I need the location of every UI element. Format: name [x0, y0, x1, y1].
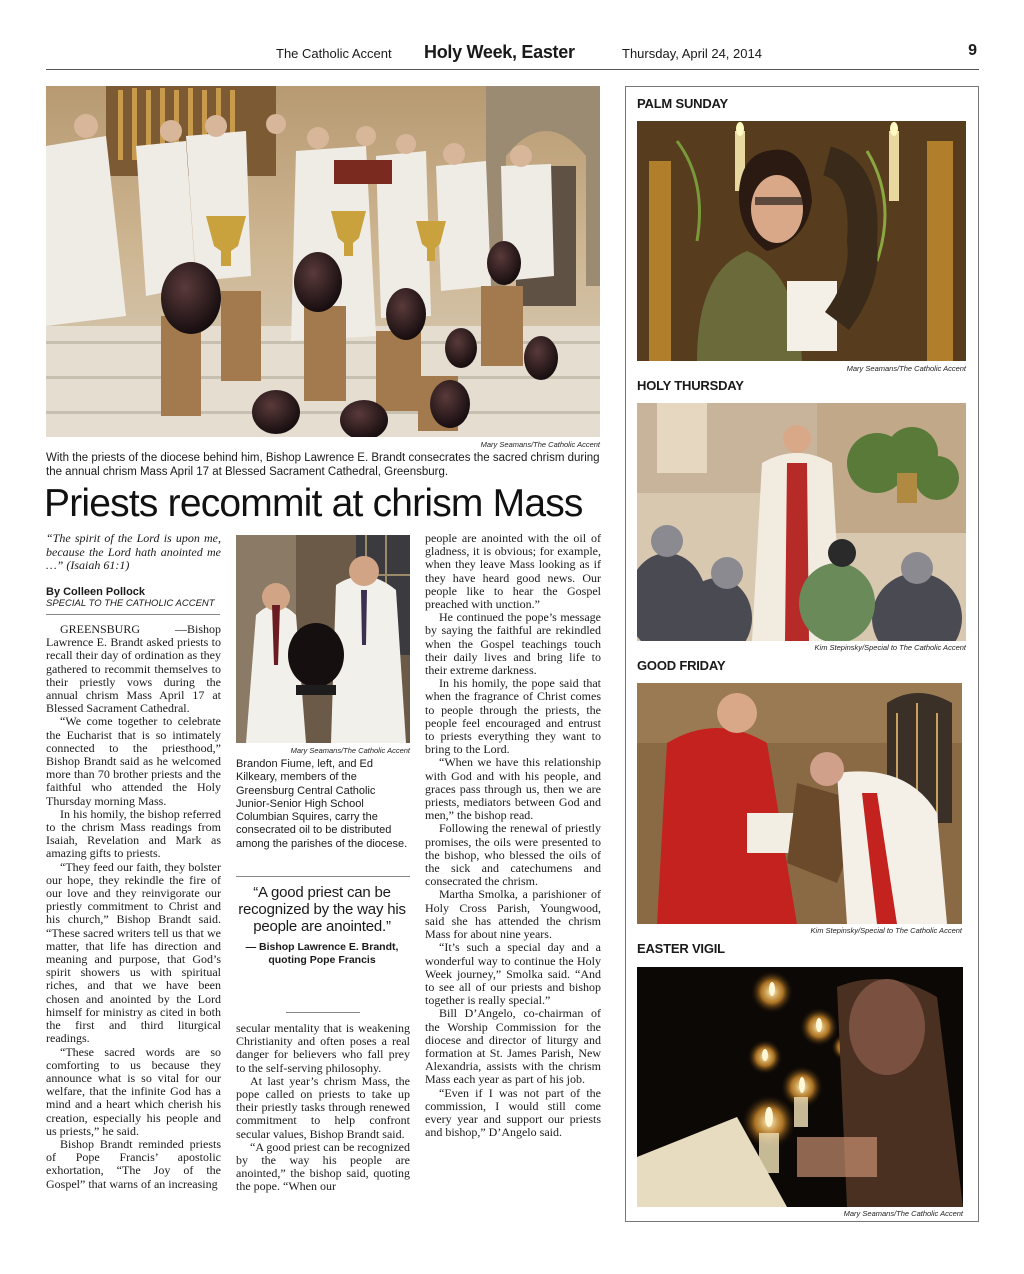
chrism-mass-photo	[46, 86, 600, 437]
newspaper-name: The Catholic Accent	[276, 46, 392, 61]
paragraph: Following the renewal of priestly promises, the oils were presented to the bishop, who blessed the oils of the sick and catechumens and consecrated the chrism.	[425, 821, 601, 889]
section-title: Holy Week, Easter	[424, 42, 575, 62]
paragraph: “These sacred words are so comforting to us because they announce what is so vital for our welfare, that the infinite God has a mind and a heart which cherish his creation, especially his people and us priests,” he said.	[46, 1044, 221, 1138]
pullquote-bottom-rule	[286, 1012, 360, 1013]
good-friday-credit: Kim Stepinsky/Special to The Catholic Accent	[810, 926, 962, 935]
paragraph: GREENSBURG —Bishop Lawrence E. Brandt asked priests to recall their day of ordination as they gathered to recommit themselves to their priestly vows during the annual chrism Mass April 17 at Blessed Sacrament Cathedral.	[46, 622, 221, 716]
byline-divider	[46, 614, 220, 615]
pullquote-attribution: — Bishop Lawrence E. Brandt, quoting Pope Francis	[245, 941, 399, 966]
paragraph: In his homily, the pope said that when the fragrance of Christ comes to people through the priests, the people feel encouraged and entrust to priests everything they want to bring to the Lord.	[425, 676, 601, 757]
good-friday-heading: GOOD FRIDAY	[637, 658, 726, 673]
holy-thursday-photo	[637, 403, 966, 641]
paragraph: people are anointed with the oil of gladness, it is obvious; for example, when they leave Mass looking as if they have heard good news. Our people like to hear the Gospel preached with unction.”	[425, 531, 601, 612]
paragraph: Bishop Brandt reminded priests of Pope Francis’ apostolic exhortation, “The Joy of the Gospel” that warns of an increasing	[46, 1136, 221, 1191]
main-photo-caption: With the priests of the diocese behind him, Bishop Lawrence E. Brandt consecrates the sacred chrism during the annual chrism Mass April 17 at Blessed Sacrament Cathedral, Greensburg.	[46, 452, 600, 478]
paragraph: secular mentality that is weakening Christianity and often poses a real danger for believers who fall prey to the self-serving philosophy.	[236, 1021, 410, 1075]
main-photo-credit: Mary Seamans/The Catholic Accent	[480, 440, 600, 449]
page-header	[46, 40, 979, 70]
page-number: 9	[968, 42, 977, 59]
paragraph: In his homily, the bishop referred to the chrism Mass readings from Isaiah, Revelation and Mark as amazing gifts to priests.	[46, 806, 221, 861]
paragraph: “Even if I was not part of the commission, I would still come every year and support our priests and bishop,” D’Angelo said.	[425, 1085, 601, 1140]
pullquote-top-rule	[236, 876, 410, 877]
article-column-2	[236, 1022, 410, 1194]
easter-vigil-photo	[637, 967, 963, 1207]
paragraph: “When we have this relationship with God and with his people, and graces pass through us, then we are priests, mediators between God and men,” the bishop read.	[425, 755, 601, 823]
paragraph: He continued the pope’s message by saying the faithful are rekindled when the Gospel teachings touch their daily lives and bring life to their extreme darkness.	[425, 610, 601, 678]
article-column-1	[46, 623, 221, 1191]
good-friday-photo	[637, 683, 962, 924]
inset-photo-credit: Mary Seamans/The Catholic Accent	[290, 746, 410, 755]
byline-affiliation: SPECIAL TO THE CATHOLIC ACCENT	[46, 598, 215, 609]
article-headline: Priests recommit at chrism Mass	[44, 482, 583, 525]
issue-date: Thursday, April 24, 2014	[622, 46, 762, 61]
palm-sunday-photo	[637, 121, 966, 361]
byline: By Colleen Pollock	[46, 586, 146, 598]
palm-sunday-credit: Mary Seamans/The Catholic Accent	[846, 364, 966, 373]
easter-vigil-heading: EASTER VIGIL	[637, 941, 725, 956]
altar-servers-photo	[236, 535, 410, 743]
paragraph: At last year’s chrism Mass, the pope called on priests to take up their priestly tasks through renewed commitment to help confront secular values, Bishop Brandt said.	[236, 1073, 410, 1141]
paragraph: “It’s such a special day and a wonderful way to continue the Holy Week journey,” Smolka said. “And to see all of our priests and bishop together is really special.”	[425, 940, 601, 1008]
article-column-3	[425, 532, 601, 1139]
inset-photo-caption: Brandon Fiume, left, and Ed Kilkeary, members of the Greensburg Central Catholic Junior-Senior High School Columbian Squires, carry the consecrated oil to be distributed among the parishes of the diocese.	[236, 758, 408, 850]
article-epigraph: “The spirit of the Lord is upon me, because the Lord hath anointed me …” (Isaiah 61:1)	[46, 531, 221, 572]
pullquote	[236, 884, 408, 967]
holy-thursday-heading: HOLY THURSDAY	[637, 378, 744, 393]
holy-thursday-credit: Kim Stepinsky/Special to The Catholic Accent	[814, 643, 966, 652]
paragraph: “We come together to celebrate the Eucharist that is so intimately connected to the priesthood,” Bishop Brandt said as he welcomed more than 70 brother priests and the faithful who attended the Holy Thursday morning Mass.	[46, 714, 221, 808]
paragraph: Bill D’Angelo, co-chairman of the Worship Commission for the diocese and director of liturgy and formation at St. James Parish, New Alexandria, assists with the chrism Mass each year as part of his job.	[425, 1006, 601, 1087]
paragraph: Martha Smolka, a parishioner of Holy Cross Parish, Youngwood, said she has attended the chrism Mass for about nine years.	[425, 887, 601, 942]
paragraph: “They feed our faith, they bolster our hope, they rekindle the fire of our love and they reinvigorate our priestly commitment to Christ and his church,” Bishop Brandt said. “These sacred writers tell us that we matter, that life has direction and meaning and purpose, that God’s spirit showers us with spiritual riches, and that we have been chosen and anointed by the Lord himself for ministry as cited in both the first and third liturgical readings.	[46, 859, 221, 1046]
pullquote-text: “A good priest can be recognized by the way his people are anointed.”	[238, 884, 406, 935]
palm-sunday-heading: PALM SUNDAY	[637, 96, 728, 111]
easter-vigil-credit: Mary Seamans/The Catholic Accent	[843, 1209, 963, 1218]
paragraph: “A good priest can be recognized by the way his people are anointed,” the bishop said, quoting the pope. “When our	[236, 1139, 410, 1194]
holy-week-sidebar	[625, 86, 979, 1222]
